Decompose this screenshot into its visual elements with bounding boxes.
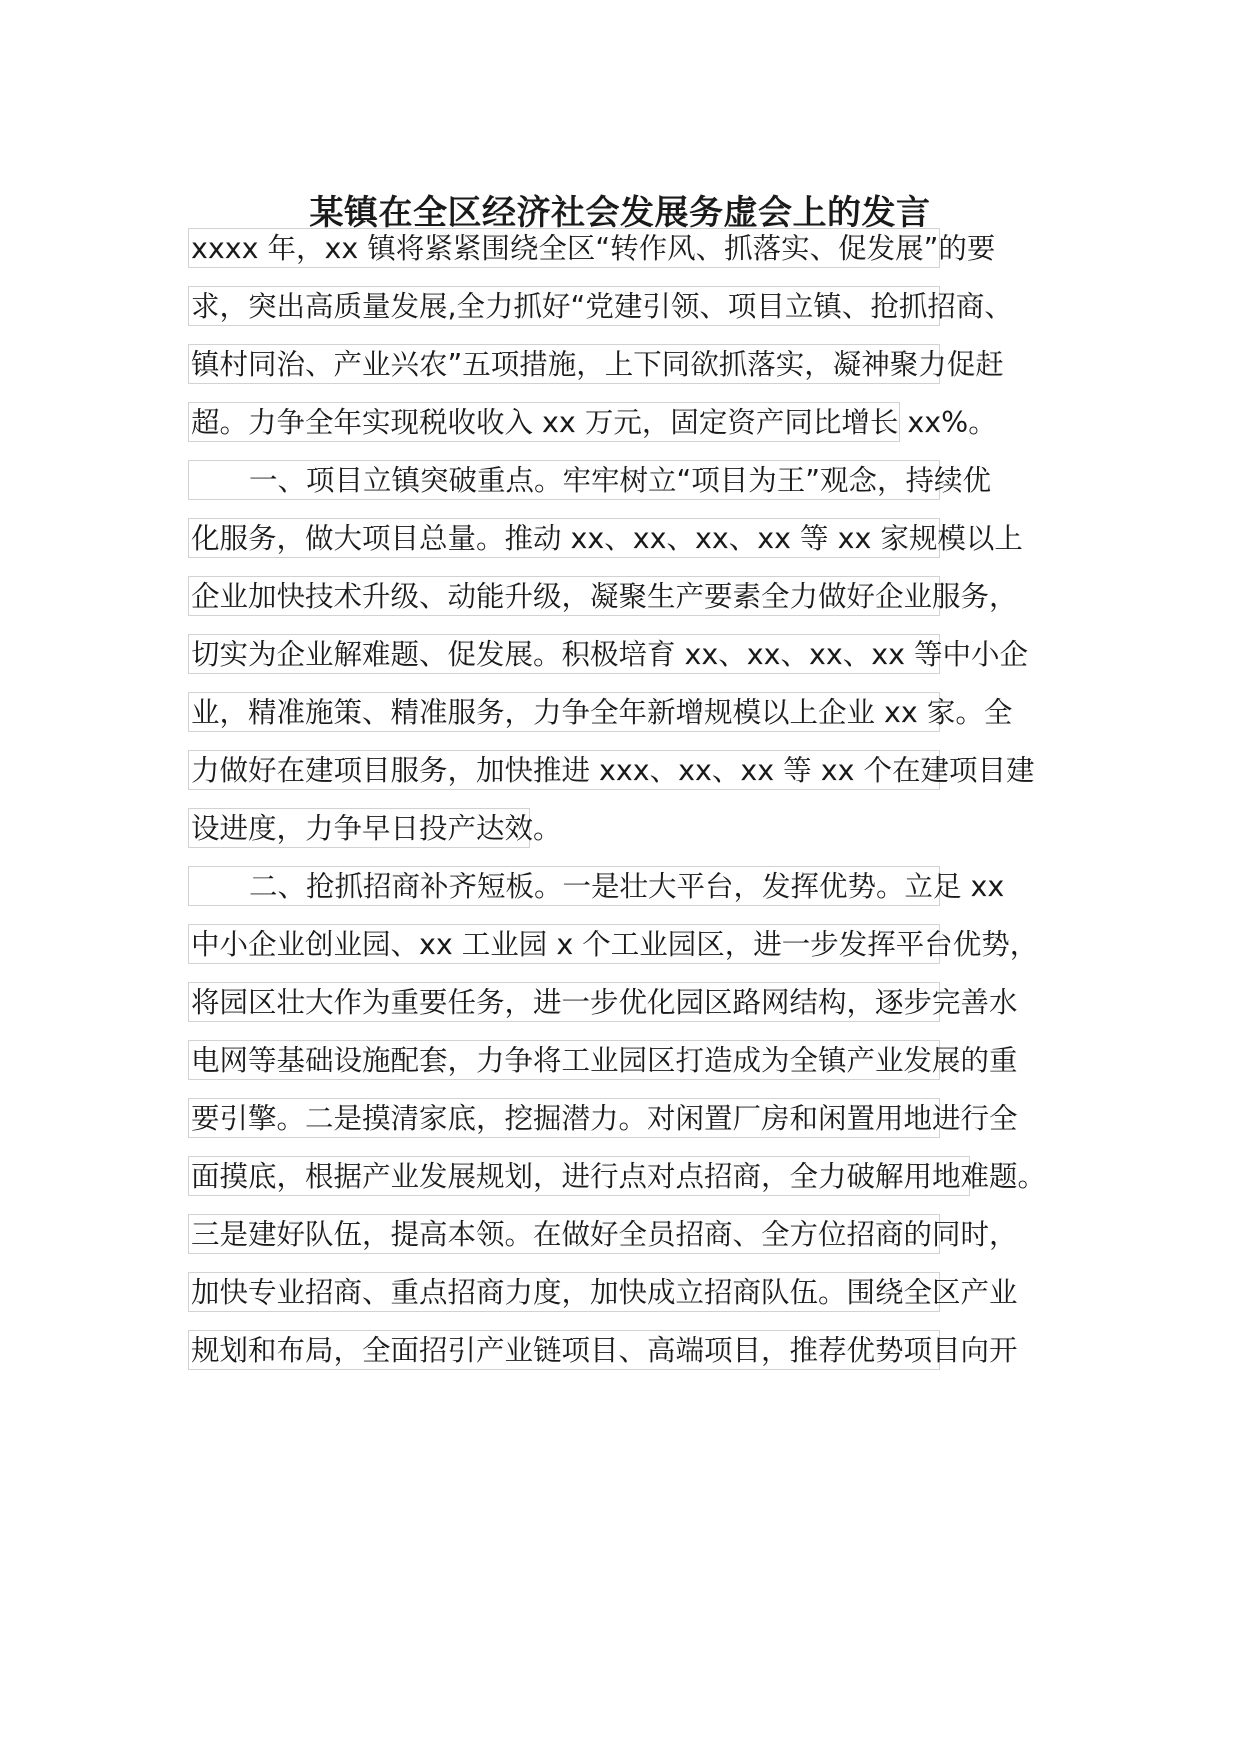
- text-line: 面摸底，根据产业发展规划，进行点对点招商，全力破解用地难题。: [188, 1156, 970, 1196]
- text-line: 企业加快技术升级、动能升级，凝聚生产要素全力做好企业服务，: [188, 576, 940, 616]
- document-title: 某镇在全区经济社会发展务虚会上的发言: [309, 193, 931, 233]
- text-line: 镇村同治、产业兴农”五项措施，上下同欲抓落实，凝神聚力促赶: [188, 344, 940, 384]
- text-line: 加快专业招商、重点招商力度，加快成立招商队伍。围绕全区产业: [188, 1272, 940, 1312]
- text-line: 中小企业创业园、xx 工业园 x 个工业园区，进一步发挥平台优势，: [188, 924, 940, 964]
- text-line: 要引擎。二是摸清家底，挖掘潜力。对闲置厂房和闲置用地进行全: [188, 1098, 940, 1138]
- text-line: 化服务，做大项目总量。推动 xx、xx、xx、xx 等 xx 家规模以上: [188, 518, 940, 558]
- text-line: 一、项目立镇突破重点。牢牢树立“项目为王”观念，持续优: [188, 460, 940, 500]
- text-line: 超。力争全年实现税收收入 xx 万元，固定资产同比增长 xx%。: [188, 402, 900, 442]
- text-line: 求，突出高质量发展,全力抓好“党建引领、项目立镇、抢抓招商、: [188, 286, 940, 326]
- text-line: 业，精准施策、精准服务，力争全年新增规模以上企业 xx 家。全: [188, 692, 940, 732]
- text-line: 设进度，力争早日投产达效。: [188, 808, 530, 848]
- text-line: 规划和布局，全面招引产业链项目、高端项目，推荐优势项目向开: [188, 1330, 940, 1370]
- text-line: 力做好在建项目服务，加快推进 xxx、xx、xx 等 xx 个在建项目建: [188, 750, 940, 790]
- text-line: 二、抢抓招商补齐短板。一是壮大平台，发挥优势。立足 xx: [188, 866, 940, 906]
- text-line: xxxx 年，xx 镇将紧紧围绕全区“转作风、抓落实、促发展”的要: [188, 228, 940, 268]
- text-line: 三是建好队伍，提高本领。在做好全员招商、全方位招商的同时，: [188, 1214, 940, 1254]
- text-line: 将园区壮大作为重要任务，进一步优化园区路网结构，逐步完善水: [188, 982, 940, 1022]
- text-line: 电网等基础设施配套，力争将工业园区打造成为全镇产业发展的重: [188, 1040, 940, 1080]
- text-line: 切实为企业解难题、促发展。积极培育 xx、xx、xx、xx 等中小企: [188, 634, 940, 674]
